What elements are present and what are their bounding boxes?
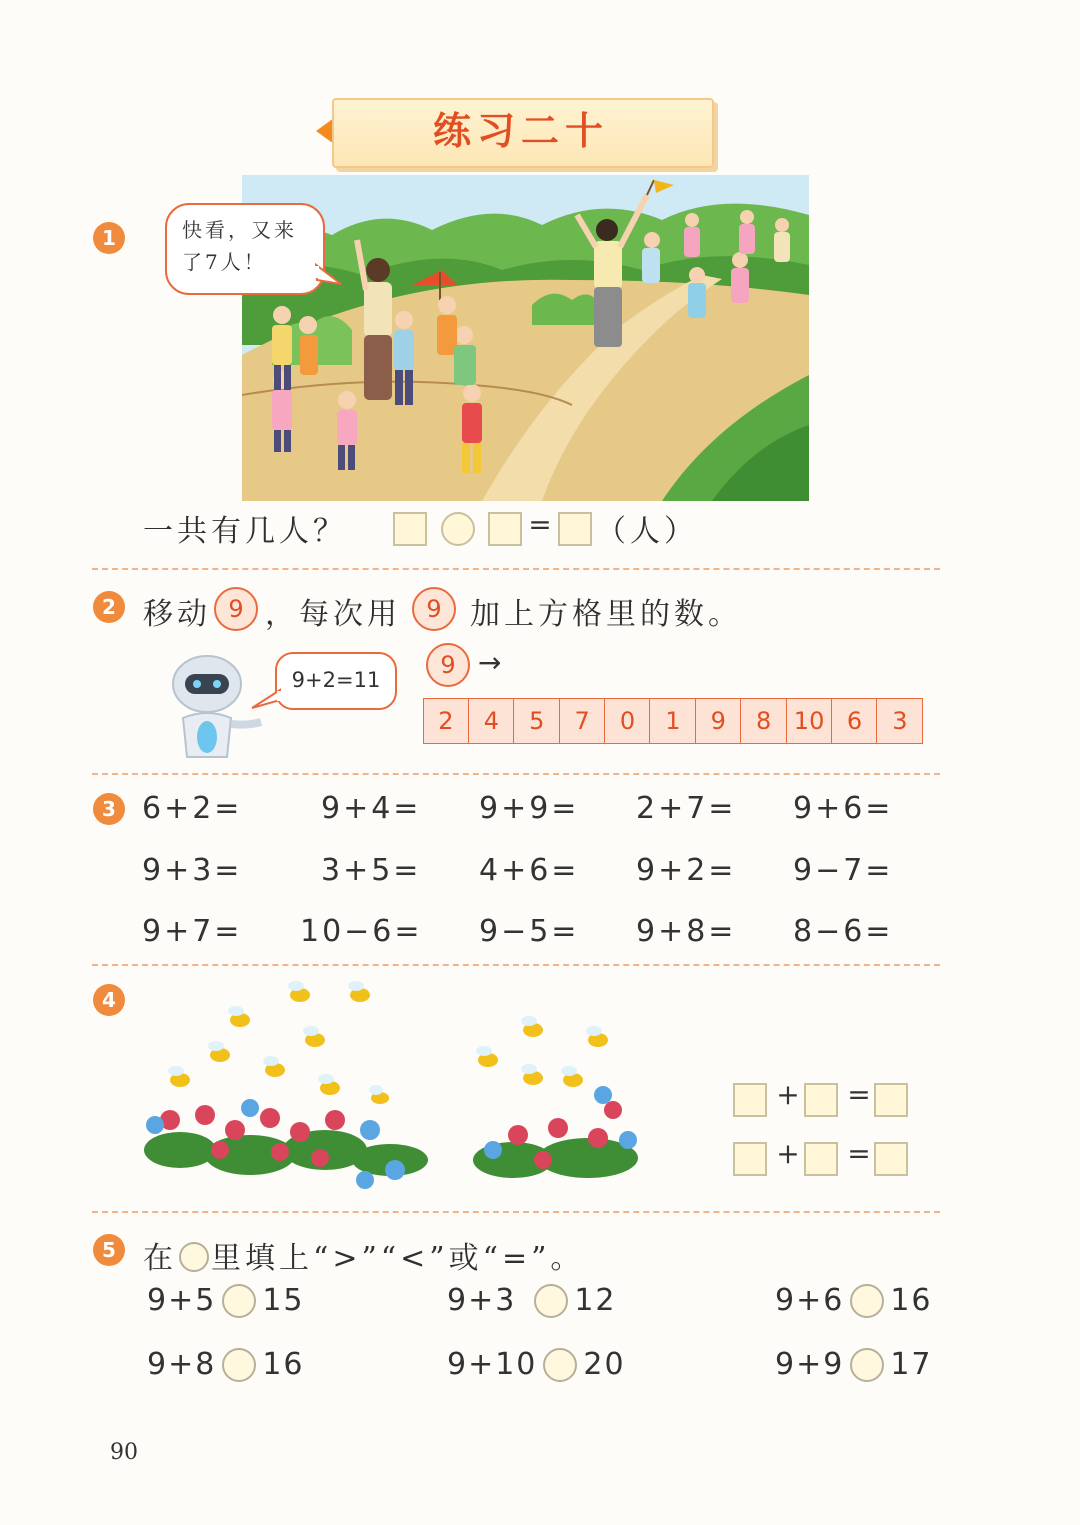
comparison-item	[775, 1282, 933, 1318]
equation: 9−5=	[479, 914, 580, 949]
number-strip	[424, 698, 923, 744]
equals-sign: =	[528, 508, 552, 541]
comparison-circle[interactable]	[850, 1284, 884, 1318]
number-cell[interactable]: 8	[740, 698, 787, 744]
comparison-right: 16	[262, 1347, 305, 1382]
equation: 10−6=	[300, 914, 423, 949]
answer-box[interactable]	[733, 1142, 767, 1176]
page-number: 90	[110, 1440, 138, 1465]
equation: 9+8=	[636, 914, 737, 949]
question-2-badge: 2	[93, 591, 125, 623]
answer-box-result[interactable]	[558, 512, 592, 546]
equals-sign: =	[847, 1137, 871, 1170]
number-cell[interactable]: 0	[604, 698, 651, 744]
number-cell[interactable]: 5	[513, 698, 560, 744]
speech-bubble-line-1: 快看，又来	[182, 218, 297, 242]
bees-and-flowers-right-illustration	[463, 1010, 653, 1185]
unit-label: （人）	[596, 514, 698, 549]
comparison-right: 16	[890, 1283, 933, 1318]
number-cell[interactable]: 6	[831, 698, 878, 744]
equation: 8−6=	[793, 914, 894, 949]
equals-sign: =	[847, 1078, 871, 1111]
operator-circle[interactable]	[441, 512, 475, 546]
comparison-item	[775, 1346, 933, 1382]
comparison-left: 9+9	[775, 1347, 845, 1382]
comparison-left: 9+3	[447, 1283, 517, 1318]
equation: 9+6=	[793, 791, 894, 826]
number-cell[interactable]: 7	[559, 698, 606, 744]
comparison-right: 20	[583, 1347, 626, 1382]
question-1-badge: 1	[93, 222, 125, 254]
question-5-badge: 5	[93, 1234, 125, 1266]
answer-box[interactable]	[874, 1083, 908, 1117]
comparison-circle[interactable]	[850, 1348, 884, 1382]
bees-and-flowers-left-illustration	[140, 980, 430, 1202]
plus-sign: +	[776, 1137, 800, 1170]
number-cell[interactable]: 9	[695, 698, 742, 744]
comparison-left: 9+10	[447, 1347, 538, 1382]
divider	[92, 1211, 940, 1213]
number-cell[interactable]: 1	[649, 698, 696, 744]
title-banner	[316, 98, 712, 166]
comparison-item	[147, 1282, 305, 1318]
answer-box[interactable]	[804, 1083, 838, 1117]
nine-token: 9	[214, 587, 258, 631]
question-5-text-a: 在	[143, 1241, 177, 1276]
question-5-instruction	[143, 1233, 584, 1277]
right-arrow-icon: →	[478, 646, 502, 679]
comparison-circle[interactable]	[222, 1284, 256, 1318]
question-1-text: 一共有几人？	[143, 514, 347, 549]
equation: 9+3=	[142, 853, 243, 888]
start-nine-token[interactable]: 9	[426, 643, 470, 687]
circle-placeholder-icon	[179, 1242, 209, 1272]
question-4-badge: 4	[93, 984, 125, 1016]
robot-bubble-tail	[250, 688, 284, 712]
comparison-circle[interactable]	[543, 1348, 577, 1382]
equation: 9−7=	[793, 853, 894, 888]
robot-speech-bubble: 9+2=11	[275, 652, 397, 710]
equation: 4+6=	[479, 853, 580, 888]
comparison-item	[147, 1346, 305, 1382]
question-2-text-move: 移动	[143, 597, 211, 632]
equation: 9+9=	[479, 791, 580, 826]
question-5-text-b: 里填上“>”“<”或“=”。	[211, 1241, 585, 1276]
equation: 9+7=	[142, 914, 243, 949]
equation: 9+4=	[321, 791, 422, 826]
equation: 2+7=	[636, 791, 737, 826]
equation: 6+2=	[142, 791, 243, 826]
page-title: 练习二十	[432, 108, 609, 153]
number-cell[interactable]: 3	[876, 698, 923, 744]
divider	[92, 568, 940, 570]
comparison-right: 15	[262, 1283, 305, 1318]
comparison-left: 9+8	[147, 1347, 217, 1382]
answer-box-1[interactable]	[393, 512, 427, 546]
number-cell[interactable]: 2	[423, 698, 470, 744]
question-2-text-end: 加上方格里的数。	[470, 597, 742, 632]
answer-box[interactable]	[733, 1083, 767, 1117]
plus-sign: +	[776, 1078, 800, 1111]
hiking-scene-illustration	[242, 175, 809, 501]
comparison-item	[447, 1346, 626, 1382]
number-cell[interactable]: 10	[786, 698, 833, 744]
comparison-left: 9+6	[775, 1283, 845, 1318]
comparison-item	[447, 1282, 617, 1318]
divider	[92, 773, 940, 775]
equation: 3+5=	[321, 853, 422, 888]
comparison-right: 12	[574, 1283, 617, 1318]
answer-box-2[interactable]	[488, 512, 522, 546]
comparison-right: 17	[890, 1347, 933, 1382]
comparison-left: 9+5	[147, 1283, 217, 1318]
comparison-circle[interactable]	[222, 1348, 256, 1382]
question-3-badge: 3	[93, 793, 125, 825]
comparison-circle[interactable]	[534, 1284, 568, 1318]
answer-box[interactable]	[804, 1142, 838, 1176]
question-2-text-mid: ，每次用	[265, 597, 401, 632]
speech-bubble-text	[182, 214, 322, 278]
answer-box[interactable]	[874, 1142, 908, 1176]
equation: 9+2=	[636, 853, 737, 888]
divider	[92, 964, 940, 966]
nine-token: 9	[412, 587, 456, 631]
number-cell[interactable]: 4	[468, 698, 515, 744]
speech-bubble-line-2: 了7人！	[182, 250, 267, 274]
